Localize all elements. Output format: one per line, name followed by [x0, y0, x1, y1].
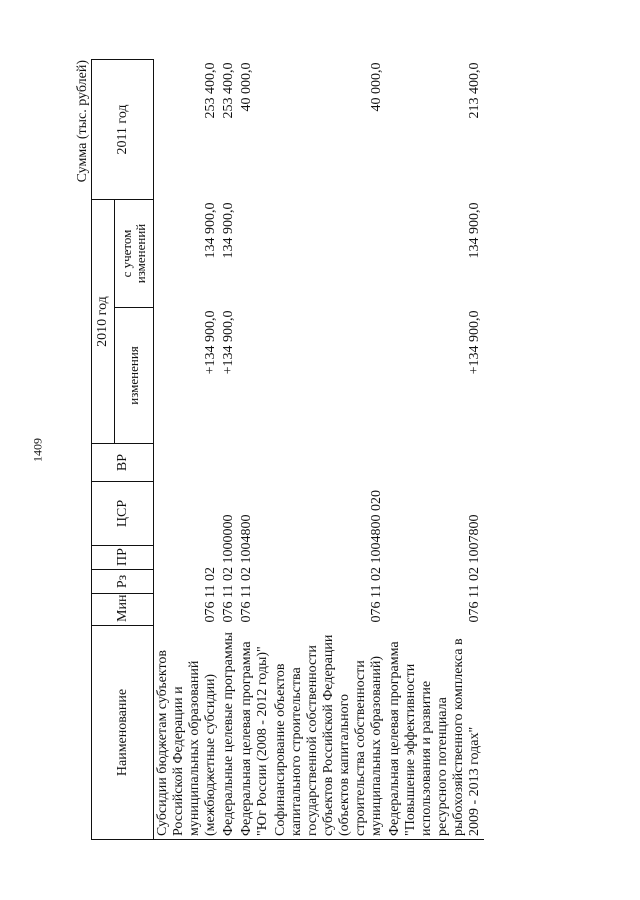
table-row: [154, 60, 221, 840]
row-code: 076 11 02 1000000: [221, 514, 236, 623]
page-number: 1409: [30, 438, 45, 462]
row-name: Федеральные целевые программы: [220, 626, 238, 840]
row-2011: 40 000,0: [369, 62, 384, 112]
units-label: Сумма (тыс. рублей): [75, 60, 90, 183]
row-code: 076 11 02: [203, 567, 218, 623]
table-row: [220, 60, 238, 840]
header-rz: Рз: [92, 570, 154, 594]
row-name: Федеральная целевая программа "Повышение эффективности использования и развитие ресурсного потенциала рыбохозяйственного комплекса в 2009 - 2013 годах": [386, 626, 484, 840]
header-year-2011: 2011 год: [92, 60, 154, 200]
row-name: Федеральная целевая программа "Юг России (2008 - 2012 годы)": [238, 626, 272, 840]
header-vr: ВР: [92, 444, 154, 482]
row-with-changes: [272, 200, 386, 308]
row-with-changes: 134 900,0: [467, 202, 482, 259]
header-pr: ПР: [92, 546, 154, 570]
row-code: 076 11 02 1004800 020: [369, 490, 384, 623]
row-name: Софинансирование объектов капитального строительства государственной собственности субъектов Российской Федерации (объектов капитального строительства собственности муниципальных образований): [272, 626, 386, 840]
table-row: [238, 60, 272, 840]
row-2011: 253 400,0: [221, 62, 236, 119]
row-changes: [272, 308, 386, 444]
header-year-2010: 2010 год: [92, 200, 115, 444]
header-with-changes: с учетом изменений: [115, 200, 154, 308]
row-code: 076 11 02 1007800: [467, 514, 482, 623]
table-row: [272, 60, 386, 840]
row-2011: 213 400,0: [467, 62, 482, 119]
header-csr: ЦСР: [92, 482, 154, 546]
header-min: Мин: [92, 594, 154, 626]
row-changes: +134 900,0: [467, 310, 482, 375]
header-name: Наименование: [92, 626, 154, 840]
row-with-changes: 134 900,0: [221, 202, 236, 259]
row-changes: [238, 308, 272, 444]
table-row: [386, 60, 484, 840]
row-2011: 253 400,0: [203, 62, 218, 119]
row-changes: +134 900,0: [221, 310, 236, 375]
header-changes: изменения: [115, 308, 154, 444]
row-name: Субсидии бюджетам субъектов Российской Федерации и муниципальных образований (межбюджетные субсидии): [154, 626, 221, 840]
budget-sheet: [75, 60, 575, 840]
budget-table: [91, 59, 484, 840]
row-changes: +134 900,0: [203, 310, 218, 375]
row-with-changes: 134 900,0: [203, 202, 218, 259]
row-2011: 40 000,0: [239, 62, 254, 112]
row-code: 076 11 02 1004800: [239, 514, 254, 623]
row-with-changes: [238, 200, 272, 308]
